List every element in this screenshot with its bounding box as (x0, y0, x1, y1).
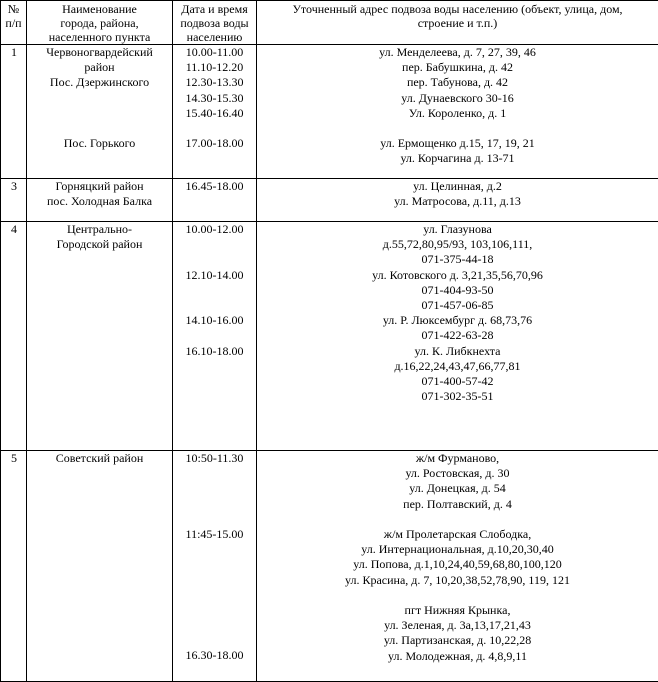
cell-line: 071-375-44-18 (257, 252, 658, 267)
cell-line: пос. Холодная Балка (27, 194, 172, 209)
cell-line: Городской район (27, 237, 172, 252)
table-header-row (1, 1, 658, 45)
row-addresses (257, 451, 658, 682)
cell-line: ул. Попова, д.1,10,24,40,59,68,80,100,120 (257, 557, 658, 572)
cell-line: 071-400-57-42 (257, 374, 658, 389)
cell-line: ул. Р. Люксембург д. 68,73,76 (257, 313, 658, 328)
cell-line (173, 603, 256, 618)
cell-line (173, 328, 256, 343)
cell-line: 16.45-18.00 (173, 179, 256, 194)
cell-line: 11:45-15.00 (173, 527, 256, 542)
cell-line: ул. Матросова, д.11, д.13 (257, 194, 658, 209)
cell-line: ул. Ростовская, д. 30 (257, 466, 658, 481)
cell-line: пер. Полтавский, д. 4 (257, 497, 658, 512)
row-times (173, 222, 257, 451)
row-number: 5 (1, 451, 27, 682)
cell-line (173, 633, 256, 648)
table-row (1, 179, 658, 222)
cell-line: ж/м Пролетарская Слободка, (257, 527, 658, 542)
header-line: № (1, 2, 26, 16)
cell-line: ул. Глазунова (257, 222, 658, 237)
cell-line (27, 91, 172, 106)
header-number (1, 1, 27, 45)
cell-line: Пос. Горького (27, 136, 172, 151)
cell-line (27, 121, 172, 136)
row-times (173, 451, 257, 682)
cell-line: 071-404-93-50 (257, 283, 658, 298)
cell-line (27, 106, 172, 121)
header-line: строение и т.п.) (257, 16, 658, 30)
table-row (1, 45, 658, 179)
row-addresses (257, 222, 658, 451)
cell-line (257, 588, 658, 603)
cell-line: ул. Красина, д. 7, 10,20,38,52,78,90, 119, 121 (257, 573, 658, 588)
cell-line: 12.10-14.00 (173, 268, 256, 283)
header-time (173, 1, 257, 45)
table-row (1, 222, 658, 451)
cell-line: Ул. Короленко, д. 1 (257, 106, 658, 121)
cell-line: 10.00-12.00 (173, 222, 256, 237)
header-address (257, 1, 658, 45)
cell-line (173, 283, 256, 298)
table-row (1, 451, 658, 682)
header-line: населенного пункта (27, 30, 172, 44)
row-addresses (257, 179, 658, 222)
cell-line (173, 497, 256, 512)
cell-line: 11.10-12.20 (173, 60, 256, 75)
cell-line (173, 481, 256, 496)
cell-line: ул. Партизанская, д. 10,22,28 (257, 633, 658, 648)
row-number: 4 (1, 222, 27, 451)
header-line: населению (173, 30, 256, 44)
cell-line: 16.10-18.00 (173, 344, 256, 359)
row-place (27, 451, 173, 682)
cell-line: 14.30-15.30 (173, 91, 256, 106)
cell-line (173, 557, 256, 572)
cell-line: 071-302-35-51 (257, 389, 658, 404)
row-place (27, 45, 173, 179)
cell-line: 16.30-18.00 (173, 648, 256, 663)
cell-line: 15.40-16.40 (173, 106, 256, 121)
row-number: 3 (1, 179, 27, 222)
row-place (27, 179, 173, 222)
cell-line: ул. Донецкая, д. 54 (257, 481, 658, 496)
header-place (27, 1, 173, 45)
cell-line: Пос. Дзержинского (27, 75, 172, 90)
cell-line: 17.00-18.00 (173, 136, 256, 151)
cell-line: пер. Табунова, д. 42 (257, 75, 658, 90)
cell-line: 10:50-11.30 (173, 451, 256, 466)
header-line: города, района, (27, 16, 172, 30)
row-addresses (257, 45, 658, 179)
cell-line (173, 618, 256, 633)
header-line: Уточненный адрес подвоза воды населению (объект, улица, дом, (257, 2, 658, 16)
cell-line: Горняцкий район (27, 179, 172, 194)
cell-line: ул. Зеленая, д. 3а,13,17,21,43 (257, 618, 658, 633)
cell-line: ул. Молодежная, д. 4,8,9,11 (257, 649, 658, 664)
cell-line: 10.00-11.00 (173, 45, 256, 60)
cell-line: 071-457-06-85 (257, 298, 658, 313)
cell-line: Советский район (27, 451, 172, 466)
cell-line: Центрально- (27, 222, 172, 237)
cell-line (173, 298, 256, 313)
cell-line: д.16,22,24,43,47,66,77,81 (257, 359, 658, 374)
cell-line: ул. Дунаевского 30-16 (257, 91, 658, 106)
header-line: подвоза воды (173, 16, 256, 30)
header-line: п/п (1, 16, 26, 30)
cell-line (257, 512, 658, 527)
cell-line: 14.10-16.00 (173, 313, 256, 328)
cell-line: д.55,72,80,95/93, 103,106,111, (257, 237, 658, 252)
cell-line (173, 121, 256, 136)
row-times (173, 179, 257, 222)
row-number: 1 (1, 45, 27, 179)
cell-line: пгт Нижняя Крынка, (257, 603, 658, 618)
cell-line (173, 252, 256, 267)
cell-line: ул. К. Либкнехта (257, 344, 658, 359)
cell-line (173, 512, 256, 527)
cell-line: ул. Ермощенко д.15, 17, 19, 21 (257, 136, 658, 151)
cell-line (173, 573, 256, 588)
cell-line: пер. Бабушкина, д. 42 (257, 60, 658, 75)
cell-line: район (27, 60, 172, 75)
cell-line (173, 542, 256, 557)
cell-line: 12.30-13.30 (173, 75, 256, 90)
header-line: Дата и время (173, 2, 256, 16)
cell-line: ул. Интернациональная, д.10,20,30,40 (257, 542, 658, 557)
row-place (27, 222, 173, 451)
cell-line (173, 466, 256, 481)
cell-line (257, 121, 658, 136)
cell-line (173, 237, 256, 252)
cell-line: ул. Целинная, д.2 (257, 179, 658, 194)
cell-line: ул. Котовского д. 3,21,35,56,70,96 (257, 268, 658, 283)
cell-line: ж/м Фурманово, (257, 451, 658, 466)
cell-line: Червоногвардейский (27, 45, 172, 60)
header-line: Наименование (27, 2, 172, 16)
cell-line: 071-422-63-28 (257, 328, 658, 343)
cell-line (173, 588, 256, 603)
cell-line: ул. Корчагина д. 13-71 (257, 151, 658, 166)
row-times (173, 45, 257, 179)
cell-line: ул. Менделеева, д. 7, 27, 39, 46 (257, 45, 658, 60)
